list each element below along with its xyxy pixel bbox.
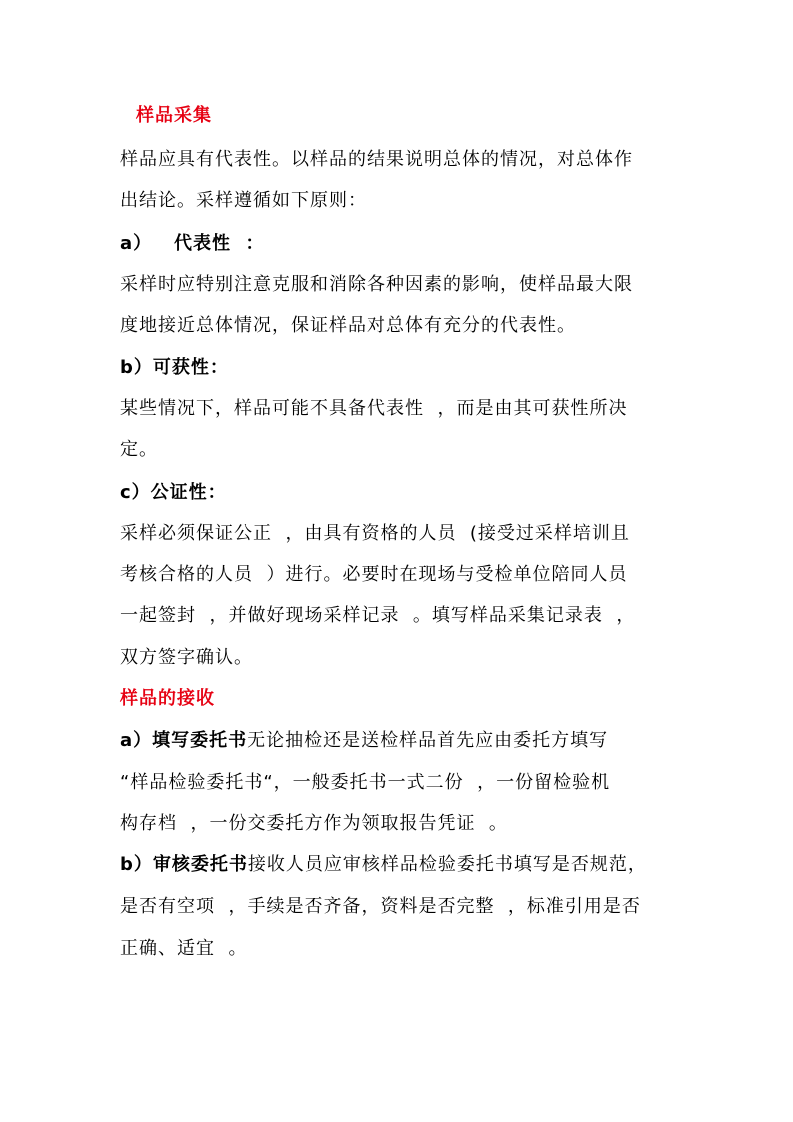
section-title-sample-receipt: 样品的接收 bbox=[120, 688, 215, 709]
item-2b-label: b）审核委托书 bbox=[120, 854, 248, 875]
item-a-label: a） 代表性 ： bbox=[120, 233, 265, 254]
intro-line-2: 出结论。采样遵循如下原则： bbox=[120, 190, 367, 211]
intro-line-1: 样品应具有代表性。以样品的结果说明总体的情况，对总体作 bbox=[120, 149, 633, 170]
item-a-line-2: 度地接近总体情况，保证样品对总体有充分的代表性。 bbox=[120, 315, 576, 336]
item-2b-first-line bbox=[120, 853, 680, 877]
item-b-line-2: 定。 bbox=[120, 439, 158, 460]
item-2b-first-rest: 接收人员应审核样品检验委托书填写是否规范， bbox=[247, 854, 647, 875]
item-2b-line-2: 正确、适宜 。 bbox=[120, 938, 248, 959]
item-2a-line-2: 构存档 ，一份交委托方作为领取报告凭证 。 bbox=[120, 813, 508, 834]
item-2a-first-line bbox=[120, 729, 680, 753]
item-b-label: b）可获性： bbox=[120, 357, 229, 378]
section-title-sample-collection: 样品采集 bbox=[136, 105, 212, 126]
item-c-label: c）公证性： bbox=[120, 482, 227, 503]
item-2a-label: a）填写委托书 bbox=[120, 730, 248, 751]
item-2a-first-rest: 无论抽检还是送检样品首先应由委托方填写 bbox=[247, 730, 609, 751]
item-2a-line-1: “样品检验委托书“，一般委托书一式二份 ，一份留检验机 bbox=[120, 772, 611, 793]
item-c-line-1: 采样必须保证公正 ，由具有资格的人员 (接受过采样培训且 bbox=[120, 523, 630, 544]
item-c-line-4: 双方签字确认。 bbox=[120, 647, 253, 668]
item-2b-line-1: 是否有空项 ，手续是否齐备，资料是否完整 ，标准引用是否 bbox=[120, 896, 641, 917]
item-b-line-1: 某些情况下，样品可能不具备代表性 ，而是由其可获性所决 bbox=[120, 398, 628, 419]
item-a-line-1: 采样时应特别注意克服和消除各种因素的影响，使样品最大限 bbox=[120, 274, 633, 295]
item-c-line-2: 考核合格的人员 ）进行。必要时在现场与受检单位陪同人员 bbox=[120, 564, 628, 585]
item-c-line-3: 一起签封 ，并做好现场采样记录 。填写样品采集记录表 ， bbox=[120, 605, 636, 626]
